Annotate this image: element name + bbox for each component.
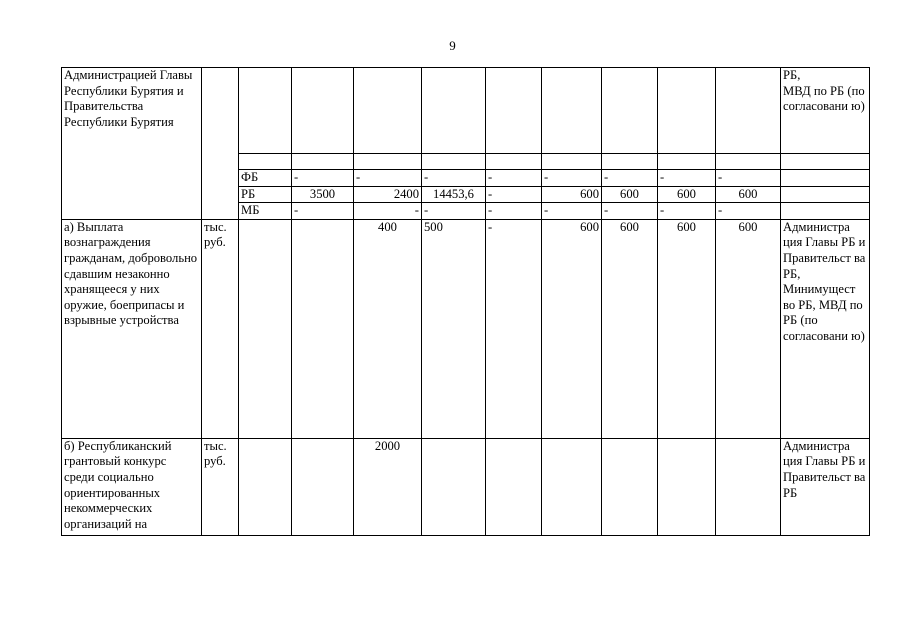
table-row: а) Выплата вознаграждения гражданам, добровольно сдавшим незаконно хранящееся у них оружие, боеприпасы и взрывные устройства тыс. руб. 400 500 - 600 600 600 600 Администра ция Главы РБ и Правительст ва РБ, Минимущест во РБ, МВД по РБ (по согласовани ю)	[62, 219, 870, 438]
funding-row-rb: РБ 3500 2400 14453,6 - 600 600 600 600	[62, 186, 870, 203]
empty-cell	[239, 68, 292, 154]
executor-cell: Администра ция Главы РБ и Правительст ва РБ, Минимущест во РБ, МВД по РБ (по согласовани ю)	[781, 219, 870, 438]
executor-cell: Администра ция Главы РБ и Правительст ва РБ	[781, 438, 870, 535]
empty-cell	[354, 68, 422, 154]
empty-cell	[422, 68, 486, 154]
table-row: б) Республиканский грантовый конкурс среди социально ориентированных некоммерческих организаций на тыс. руб. 2000 Администра ция Главы РБ и Правительст ва РБ	[62, 438, 870, 535]
empty-cell	[658, 68, 716, 154]
funding-source: МБ	[239, 203, 292, 220]
executor-cell: РБ, МВД по РБ (по согласовани ю)	[781, 68, 870, 154]
empty-cell	[602, 68, 658, 154]
empty-cell	[486, 68, 542, 154]
funding-row-fb: ФБ - - - - - - - -	[62, 170, 870, 187]
measure-description: а) Выплата вознаграждения гражданам, добровольно сдавшим незаконно хранящееся у них оружие, боеприпасы и взрывные устройства	[62, 219, 202, 438]
empty-cell	[716, 68, 781, 154]
funding-source: ФБ	[239, 170, 292, 187]
empty-cell	[542, 68, 602, 154]
program-table	[61, 67, 870, 536]
measure-description: б) Республиканский грантовый конкурс среди социально ориентированных некоммерческих организаций на	[62, 438, 202, 535]
unit-cell: тыс. руб.	[202, 219, 239, 438]
funding-row-mb: МБ - - - - - - - -	[62, 203, 870, 220]
unit-cell	[202, 68, 239, 220]
empty-cell	[292, 68, 354, 154]
measure-description-continued: Администрацией Главы Республики Бурятия и Правительства Республики Бурятия	[62, 68, 202, 220]
funding-source: РБ	[239, 186, 292, 203]
table-row	[62, 68, 870, 154]
page-number: 9	[449, 38, 456, 53]
unit-cell: тыс. руб.	[202, 438, 239, 535]
